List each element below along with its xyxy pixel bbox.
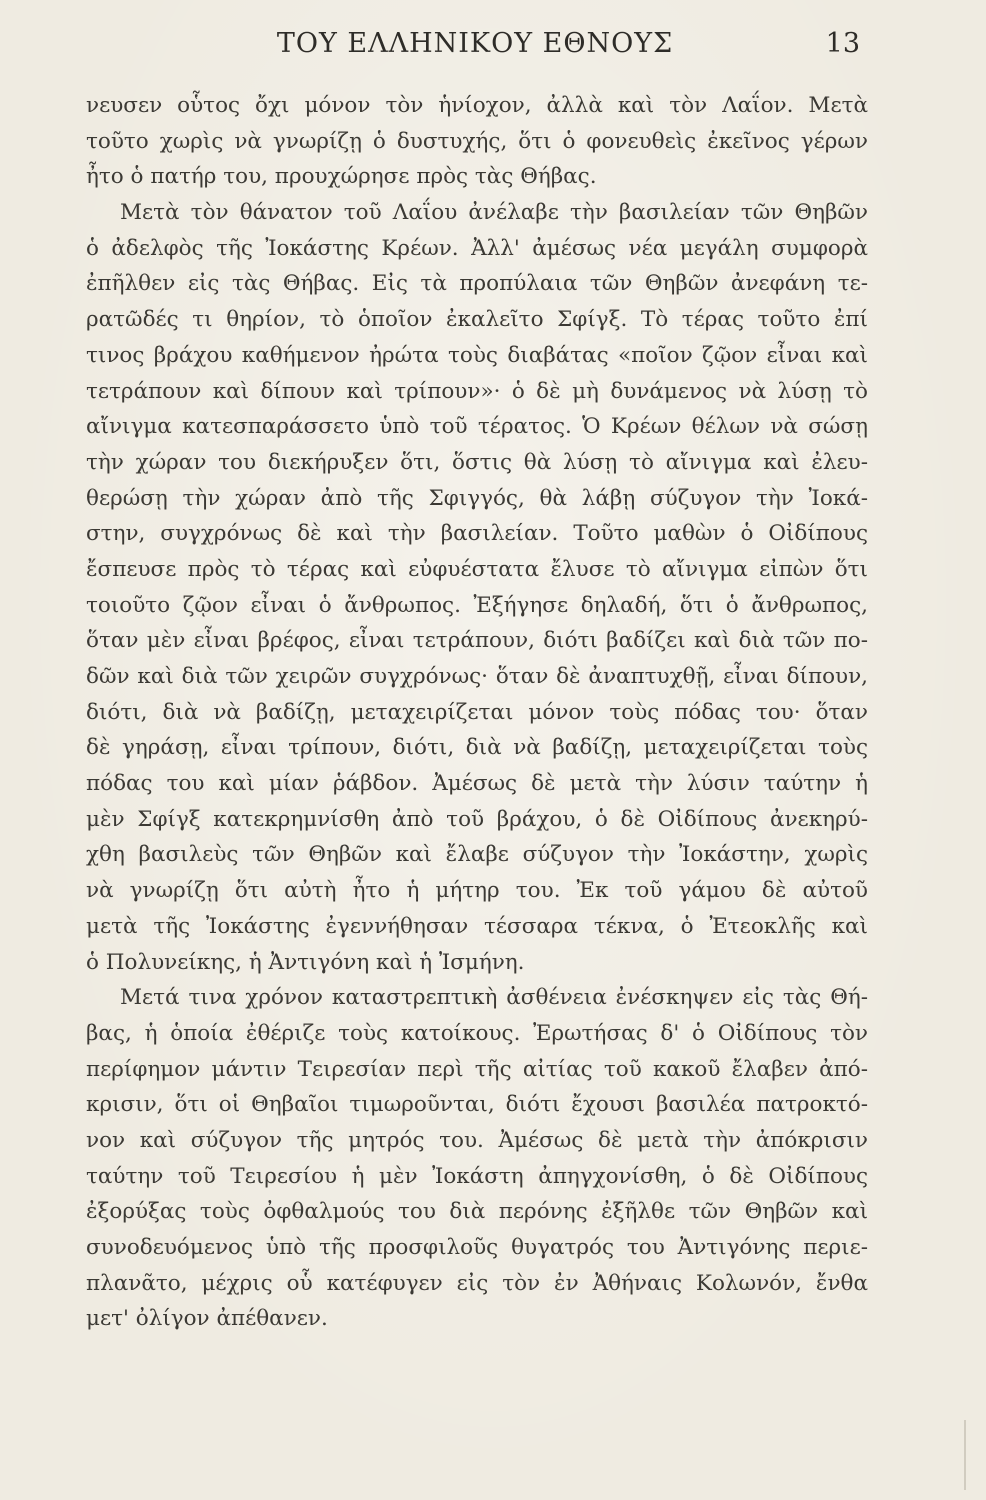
text-line: διότι, διὰ νὰ βαδίζῃ, μεταχειρίζεται μόνον τοὺς πόδας του· ὅταν: [86, 699, 868, 725]
text-line: νον καὶ σύζυγον τῆς μητρός του. Ἀμέσως δὲ μετὰ τὴν ἀπόκρισιν: [86, 1127, 868, 1153]
page-edge-mark: [964, 1420, 966, 1490]
text-line: θερώσῃ τὴν χώραν ἀπὸ τῆς Σφιγγός, θὰ λάβῃ σύζυγον τὴν Ἰοκά-: [86, 485, 868, 511]
text-line: ὁ ἀδελφὸς τῆς Ἰοκάστης Κρέων. Ἀλλ' ἀμέσως νέα μεγάλη συμφορὰ: [86, 235, 868, 261]
text-line: ταύτην τοῦ Τειρεσίου ἡ μὲν Ἰοκάστη ἀπηγχονίσθη, ὁ δὲ Οἰδίπους: [86, 1163, 868, 1189]
text-line: ρατῶδές τι θηρίον, τὸ ὁποῖον ἐκαλεῖτο Σφίγξ. Τὸ τέρας τοῦτο ἐπί: [86, 307, 868, 333]
text-line: τοῦτο χωρὶς νὰ γνωρίζῃ ὁ δυστυχής, ὅτι ὁ φονευθεὶς ἐκεῖνος γέρων: [86, 128, 868, 154]
text-line: πόδας του καὶ μίαν ῥάβδον. Ἀμέσως δὲ μετὰ τὴν λύσιν ταύτην ἡ: [86, 771, 868, 797]
text-line: χθη βασιλεὺς τῶν Θηβῶν καὶ ἔλαβε σύζυγον τὴν Ἰοκάστην, χωρὶς: [86, 842, 868, 868]
text-line: ἦτο ὁ πατήρ του, προυχώρησε πρὸς τὰς Θήβας.: [86, 164, 597, 190]
text-line: δὲ γηράσῃ, εἶναι τρίπουν, διότι, διὰ νὰ βαδίζῃ, μεταχειρίζεται τοὺς: [86, 735, 868, 761]
page-number: 13: [825, 28, 860, 59]
text-line: πλανᾶτο, μέχρις οὗ κατέφυγεν εἰς τὸν ἐν Ἀθήναις Κολωνόν, ἔνθα: [86, 1270, 868, 1296]
text-line: μετ' ὀλίγον ἀπέθανεν.: [86, 1306, 328, 1332]
text-line: τινος βράχου καθήμενον ἠρώτα τοὺς διαβάτας «ποῖον ζῷον εἶναι καὶ: [86, 342, 868, 368]
text-line: κρισιν, ὅτι οἱ Θηβαῖοι τιμωροῦνται, διότι ἔχουσι βασιλέα πατροκτό-: [86, 1092, 868, 1118]
text-line: δῶν καὶ διὰ τῶν χειρῶν συγχρόνως· ὅταν δὲ ἀναπτυχθῇ, εἶναι δίπουν,: [86, 664, 868, 689]
text-line: τὴν χώραν του διεκήρυξεν ὅτι, ὅστις θὰ λύσῃ τὸ αἴνιγμα καὶ ἐλευ-: [86, 449, 868, 475]
text-line: τετράπουν καὶ δίπουν καὶ τρίπουν»· ὁ δὲ μὴ δυνάμενος νὰ λύσῃ τὸ: [86, 378, 868, 404]
paragraph-start-line: Μετὰ τὸν θάνατον τοῦ Λαΐου ἀνέλαβε τὴν βασιλείαν τῶν Θηβῶν: [120, 200, 868, 226]
paragraph-start-line: Μετά τινα χρόνον καταστρεπτικὴ ἀσθένεια ἐνέσκηψεν εἰς τὰς Θή-: [120, 985, 868, 1011]
page-header: [90, 28, 860, 68]
text-line: περίφημον μάντιν Τειρεσίαν περὶ τῆς αἰτίας τοῦ κακοῦ ἔλαβεν ἀπό-: [86, 1056, 868, 1082]
running-title: ΤΟΥ ΕΛΛΗΝΙΚΟΥ ΕΘΝΟΥΣ: [276, 28, 674, 59]
text-line: αἴνιγμα κατεσπαράσσετο ὑπὸ τοῦ τέρατος. Ὁ Κρέων θέλων νὰ σώσῃ: [86, 414, 868, 440]
text-line: τοιοῦτο ζῷον εἶναι ὁ ἄνθρωπος. Ἐξήγησε δηλαδή, ὅτι ὁ ἄνθρωπος,: [86, 592, 868, 618]
text-line: ὅταν μὲν εἶναι βρέφος, εἶναι τετράπουν, διότι βαδίζει καὶ διὰ τῶν πο-: [86, 628, 868, 654]
text-line: ἔσπευσε πρὸς τὸ τέρας καὶ εὐφυέστατα ἔλυσε τὸ αἴνιγμα εἰπὼν ὅτι: [86, 556, 868, 582]
body-text: [86, 88, 868, 1337]
text-line: βας, ἡ ὁποία ἐθέριζε τοὺς κατοίκους. Ἐρωτήσας δ' ὁ Οἰδίπους τὸν: [86, 1020, 868, 1046]
text-line: μὲν Σφίγξ κατεκρημνίσθη ἀπὸ τοῦ βράχου, ὁ δὲ Οἰδίπους ἀνεκηρύ-: [86, 806, 868, 832]
text-line: ἐπῆλθεν εἰς τὰς Θήβας. Εἰς τὰ προπύλαια τῶν Θηβῶν ἀνεφάνη τε-: [86, 271, 868, 297]
text-line: μετὰ τῆς Ἰοκάστης ἐγεννήθησαν τέσσαρα τέκνα, ὁ Ἐτεοκλῆς καὶ: [86, 913, 868, 939]
text-line: ἐξορύξας τοὺς ὀφθαλμούς του διὰ περόνης ἐξῆλθε τῶν Θηβῶν καὶ: [86, 1199, 868, 1225]
text-line: συνοδευόμενος ὑπὸ τῆς προσφιλοῦς θυγατρός του Ἀντιγόνης περιε-: [86, 1235, 868, 1260]
text-line: νὰ γνωρίζῃ ὅτι αὐτὴ ἦτο ἡ μήτηρ του. Ἐκ τοῦ γάμου δὲ αὐτοῦ: [86, 878, 868, 904]
text-line: στην, συγχρόνως δὲ καὶ τὴν βασιλείαν. Τοῦτο μαθὼν ὁ Οἰδίπους: [86, 521, 868, 547]
text-line: ὁ Πολυνείκης, ἡ Ἀντιγόνη καὶ ἡ Ἰσμήνη.: [86, 949, 525, 975]
text-line: νευσεν οὗτος ὄχι μόνον τὸν ἡνίοχον, ἀλλὰ καὶ τὸν Λαΐον. Μετὰ: [86, 93, 868, 118]
